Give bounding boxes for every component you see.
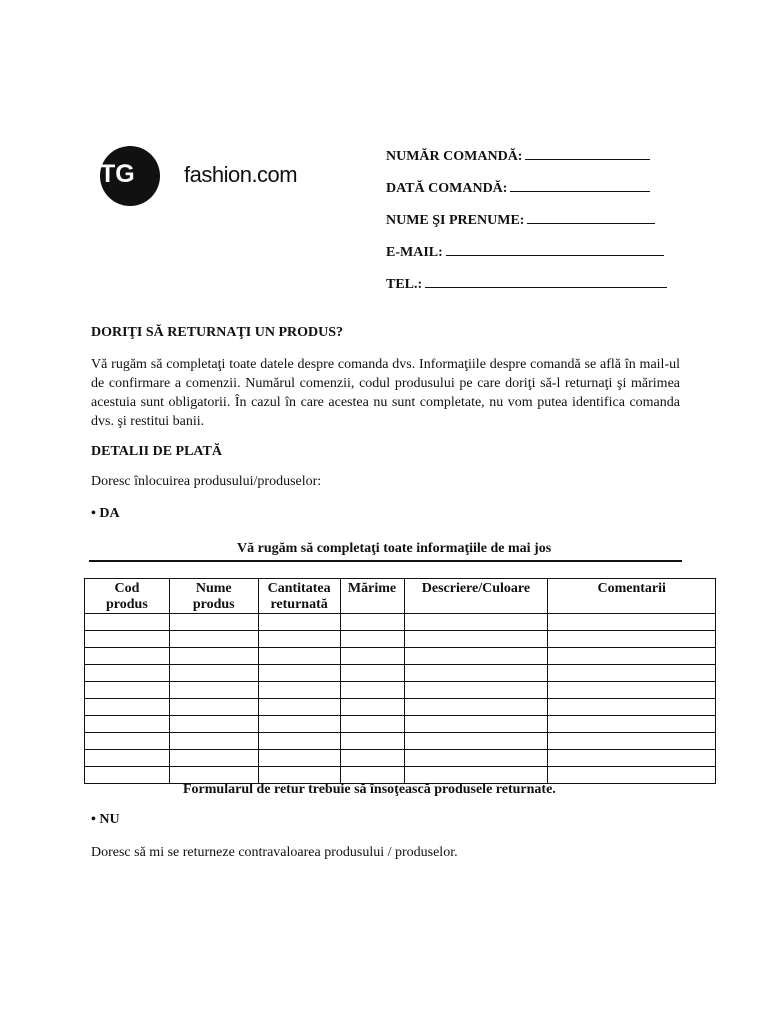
table-header-cell xyxy=(258,579,340,614)
table-cell[interactable] xyxy=(340,750,404,767)
phone-field[interactable] xyxy=(386,274,667,293)
refund-text: Doresc să mi se returneze contravaloarea produsului / produselor. xyxy=(91,845,458,860)
table-row xyxy=(85,682,716,699)
table-title-rule xyxy=(89,560,682,562)
order-date-field[interactable] xyxy=(386,178,650,197)
order-date-label: DATĂ COMANDĂ: xyxy=(386,181,508,196)
table-cell[interactable] xyxy=(258,733,340,750)
email-label: E-MAIL: xyxy=(386,245,443,260)
table-cell[interactable] xyxy=(548,733,716,750)
table-cell[interactable] xyxy=(548,631,716,648)
order-number-line[interactable] xyxy=(525,146,650,160)
table-header-cell xyxy=(85,579,170,614)
table-cell[interactable] xyxy=(404,750,548,767)
table-cell[interactable] xyxy=(169,699,258,716)
option-no[interactable]: • NU xyxy=(91,812,120,827)
phone-label: TEL.: xyxy=(386,277,423,292)
table-title: Vă rugăm să completaţi toate informaţiile de mai jos xyxy=(237,541,552,556)
full-name-label: NUME ŞI PRENUME: xyxy=(386,213,525,228)
table-cell[interactable] xyxy=(258,716,340,733)
table-cell[interactable] xyxy=(340,682,404,699)
table-header-cell xyxy=(404,579,548,614)
table-header-cell xyxy=(548,579,716,614)
table-cell[interactable] xyxy=(340,614,404,631)
table-cell[interactable] xyxy=(169,665,258,682)
table-cell[interactable] xyxy=(548,665,716,682)
full-name-line[interactable] xyxy=(527,210,655,224)
header-line-1: Cod xyxy=(114,581,140,596)
table-cell[interactable] xyxy=(258,648,340,665)
table-cell[interactable] xyxy=(85,699,170,716)
table-cell[interactable] xyxy=(404,767,548,784)
header-line-2: returnată xyxy=(270,597,328,612)
return-products-table xyxy=(84,578,716,784)
table-cell[interactable] xyxy=(340,631,404,648)
table-cell[interactable] xyxy=(404,699,548,716)
table-cell[interactable] xyxy=(340,716,404,733)
table-row xyxy=(85,716,716,733)
table-cell[interactable] xyxy=(548,614,716,631)
table-cell[interactable] xyxy=(169,767,258,784)
table-cell[interactable] xyxy=(169,750,258,767)
order-number-field[interactable] xyxy=(386,146,650,165)
email-field[interactable] xyxy=(386,242,664,261)
table-row xyxy=(85,665,716,682)
table-cell[interactable] xyxy=(85,767,170,784)
order-number-label: NUMĂR COMANDĂ: xyxy=(386,149,523,164)
table-cell[interactable] xyxy=(340,733,404,750)
table-header-cell xyxy=(169,579,258,614)
table-cell[interactable] xyxy=(340,648,404,665)
table-cell[interactable] xyxy=(258,699,340,716)
table-cell[interactable] xyxy=(258,750,340,767)
table-header-row xyxy=(85,579,716,614)
logo-text: fashion.com xyxy=(184,162,298,187)
table-cell[interactable] xyxy=(404,682,548,699)
order-date-line[interactable] xyxy=(510,178,650,192)
table-row xyxy=(85,614,716,631)
table-cell[interactable] xyxy=(169,631,258,648)
table-cell[interactable] xyxy=(258,631,340,648)
table-cell[interactable] xyxy=(548,750,716,767)
header-line-1: Descriere/Culoare xyxy=(421,581,531,596)
header-line-1: Cantitatea xyxy=(267,581,331,596)
table-cell[interactable] xyxy=(85,614,170,631)
table-cell[interactable] xyxy=(169,733,258,750)
table-cell[interactable] xyxy=(169,614,258,631)
table-row xyxy=(85,699,716,716)
table-cell[interactable] xyxy=(85,716,170,733)
table-row xyxy=(85,631,716,648)
table-cell[interactable] xyxy=(169,716,258,733)
full-name-field[interactable] xyxy=(386,210,655,229)
table-cell[interactable] xyxy=(169,682,258,699)
table-cell[interactable] xyxy=(548,682,716,699)
header-line-1: Mărime xyxy=(347,581,397,596)
table-cell[interactable] xyxy=(548,648,716,665)
table-cell[interactable] xyxy=(548,767,716,784)
table-footnote: Formularul de retur trebuie să însoţească produsele returnate. xyxy=(183,782,556,797)
table-row xyxy=(85,648,716,665)
return-heading: DORIŢI SĂ RETURNAŢI UN PRODUS? xyxy=(91,325,344,340)
table-cell[interactable] xyxy=(258,614,340,631)
table-cell[interactable] xyxy=(404,716,548,733)
table-cell[interactable] xyxy=(258,767,340,784)
table-header-cell xyxy=(340,579,404,614)
table-cell[interactable] xyxy=(85,665,170,682)
table-cell[interactable] xyxy=(340,767,404,784)
option-yes[interactable]: • DA xyxy=(91,506,120,521)
phone-line[interactable] xyxy=(425,274,667,288)
payment-heading: DETALII DE PLATĂ xyxy=(91,444,222,459)
table-cell[interactable] xyxy=(85,682,170,699)
return-instructions: Vă rugăm să completaţi toate datele despre comanda dvs. Informaţiile despre comandă se află în mail-ul de confirmare a comenzii. Numărul comenzii, codul produsului pe care doriţi să-l returnaţi şi mărimea acestuia sunt obligatorii. În cazul în care acestea nu sunt completate, nu vom putea identifica comanda dvs. şi restitui banii. xyxy=(91,357,680,429)
table-cell[interactable] xyxy=(85,648,170,665)
table-cell[interactable] xyxy=(404,614,548,631)
replace-text: Doresc înlocuirea produsului/produselor: xyxy=(91,474,322,489)
table-cell[interactable] xyxy=(404,733,548,750)
table-cell[interactable] xyxy=(404,665,548,682)
table-body xyxy=(85,614,716,784)
logo-letters: TGH xyxy=(100,160,153,188)
table-cell[interactable] xyxy=(404,631,548,648)
table-cell[interactable] xyxy=(85,750,170,767)
header-line-1: Comentarii xyxy=(597,581,666,596)
table-row xyxy=(85,767,716,784)
table-cell[interactable] xyxy=(258,665,340,682)
header-line-1: Nume xyxy=(195,581,232,596)
email-line[interactable] xyxy=(446,242,664,256)
table-cell[interactable] xyxy=(85,733,170,750)
table-cell[interactable] xyxy=(169,648,258,665)
table-cell[interactable] xyxy=(548,699,716,716)
header-line-2: produs xyxy=(106,597,148,612)
table-row xyxy=(85,733,716,750)
table-cell[interactable] xyxy=(85,631,170,648)
table-cell[interactable] xyxy=(258,682,340,699)
table-cell[interactable] xyxy=(340,699,404,716)
header-line-2: produs xyxy=(192,597,235,612)
table-row xyxy=(85,750,716,767)
table-cell[interactable] xyxy=(340,665,404,682)
table-cell[interactable] xyxy=(404,648,548,665)
table-cell[interactable] xyxy=(548,716,716,733)
company-logo xyxy=(100,146,298,206)
